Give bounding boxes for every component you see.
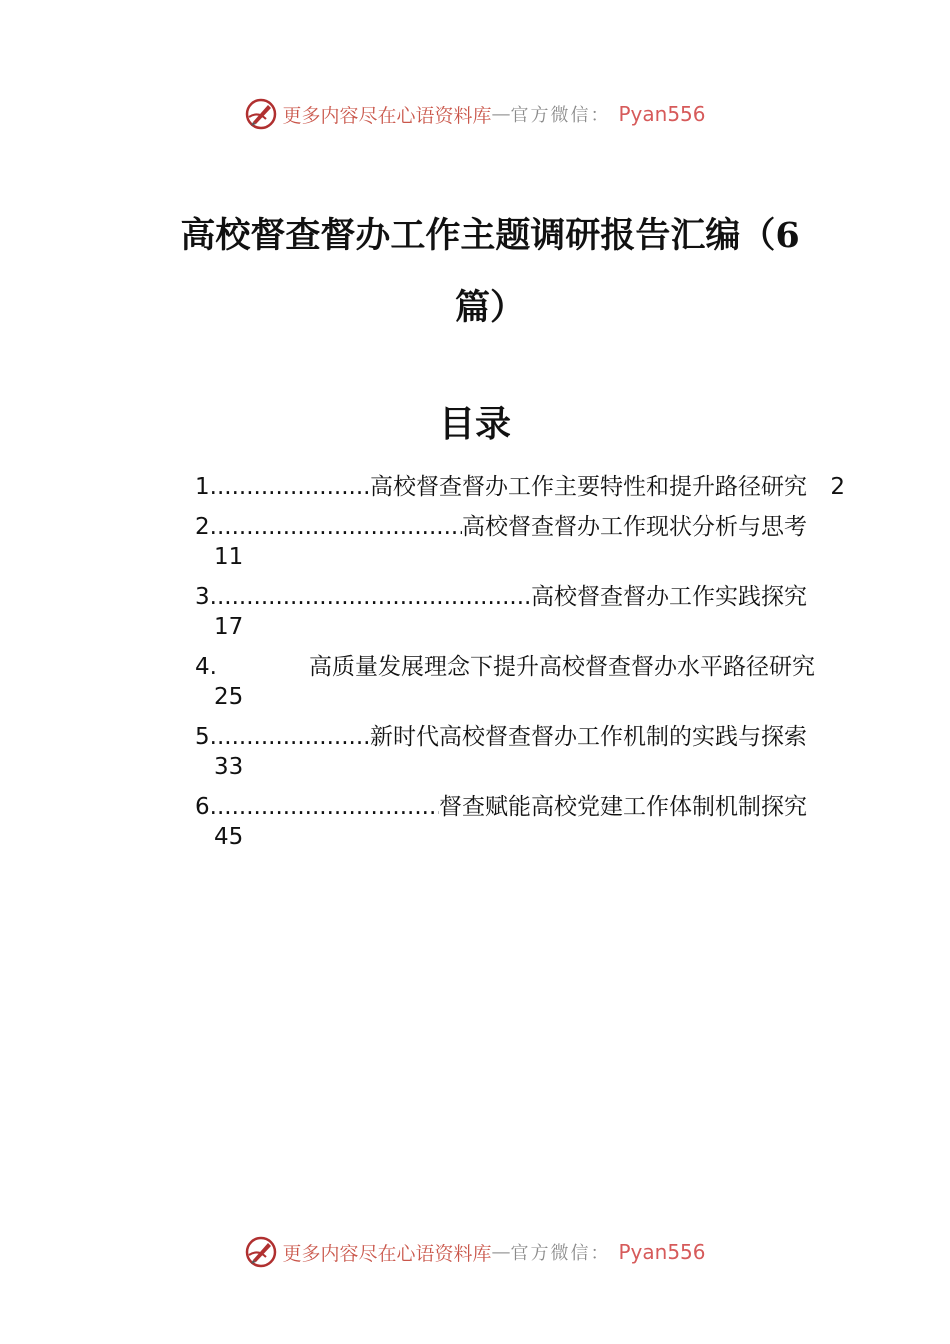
toc-entry-number: 1 [195, 474, 210, 500]
banner-slogan: 更多内容尽在心语资料库 [282, 1242, 492, 1265]
table-of-contents [195, 472, 845, 862]
toc-entry-number: 2 [195, 514, 210, 540]
toc-entry-title: 督查赋能高校党建工作体制机制探究 [439, 794, 807, 820]
banner-label: 官方微信： [510, 1243, 611, 1264]
toc-entry-title: 高校督查督办工作实践探究 [531, 584, 807, 610]
toc-entry-page: 17 [214, 614, 244, 640]
toc-entry-title: 高校督查督办工作现状分析与思考 [462, 514, 807, 540]
toc-entry-5[interactable] [195, 722, 845, 782]
toc-entry-4[interactable] [195, 652, 845, 712]
banner-wechat-id: Pyan556 [618, 102, 706, 126]
toc-dot-leader [210, 582, 531, 612]
toc-entry-page: 25 [214, 684, 244, 710]
toc-entry-title: 高质量发展理念下提升高校督查督办水平路径研究 [309, 654, 815, 680]
document-title-line2: 篇） [454, 287, 525, 328]
banner-separator: — [491, 1241, 511, 1263]
toc-entry-6[interactable] [195, 792, 845, 852]
toc-heading: 目录 [438, 403, 511, 445]
toc-entry-page: 33 [214, 754, 244, 780]
toc-entry-3[interactable] [195, 582, 845, 642]
toc-entry-number: 5 [195, 724, 210, 750]
toc-dot-leader [210, 722, 370, 752]
pen-logo-icon [244, 1235, 278, 1269]
header-banner [0, 94, 950, 134]
document-title-line1: 高校督查督办工作主题调研报告汇编（6 [180, 215, 800, 256]
toc-dot-leader [210, 512, 462, 542]
banner-separator: — [491, 103, 511, 125]
toc-entry-page: 45 [214, 824, 244, 850]
toc-entry-2[interactable] [195, 512, 845, 572]
toc-entry-title: 新时代高校督查督办工作机制的实践与探索 [370, 724, 807, 750]
toc-entry-number: 6 [195, 794, 210, 820]
toc-entry-title: 高校督查督办工作主要特性和提升路径研究 [370, 474, 807, 500]
toc-entry-number: 4. [195, 654, 217, 680]
banner-slogan: 更多内容尽在心语资料库 [282, 104, 492, 127]
banner-wechat-id: Pyan556 [618, 1240, 706, 1264]
pen-logo-icon [244, 97, 278, 131]
banner-label: 官方微信： [510, 105, 611, 126]
toc-dot-leader [210, 472, 370, 502]
toc-entry-number: 3 [195, 584, 210, 610]
toc-dot-leader [210, 792, 439, 822]
toc-entry-1[interactable] [195, 472, 845, 502]
footer-banner [0, 1232, 950, 1272]
document-title [170, 200, 810, 344]
toc-entry-page: 2 [830, 474, 845, 500]
toc-entry-page: 11 [214, 544, 244, 570]
